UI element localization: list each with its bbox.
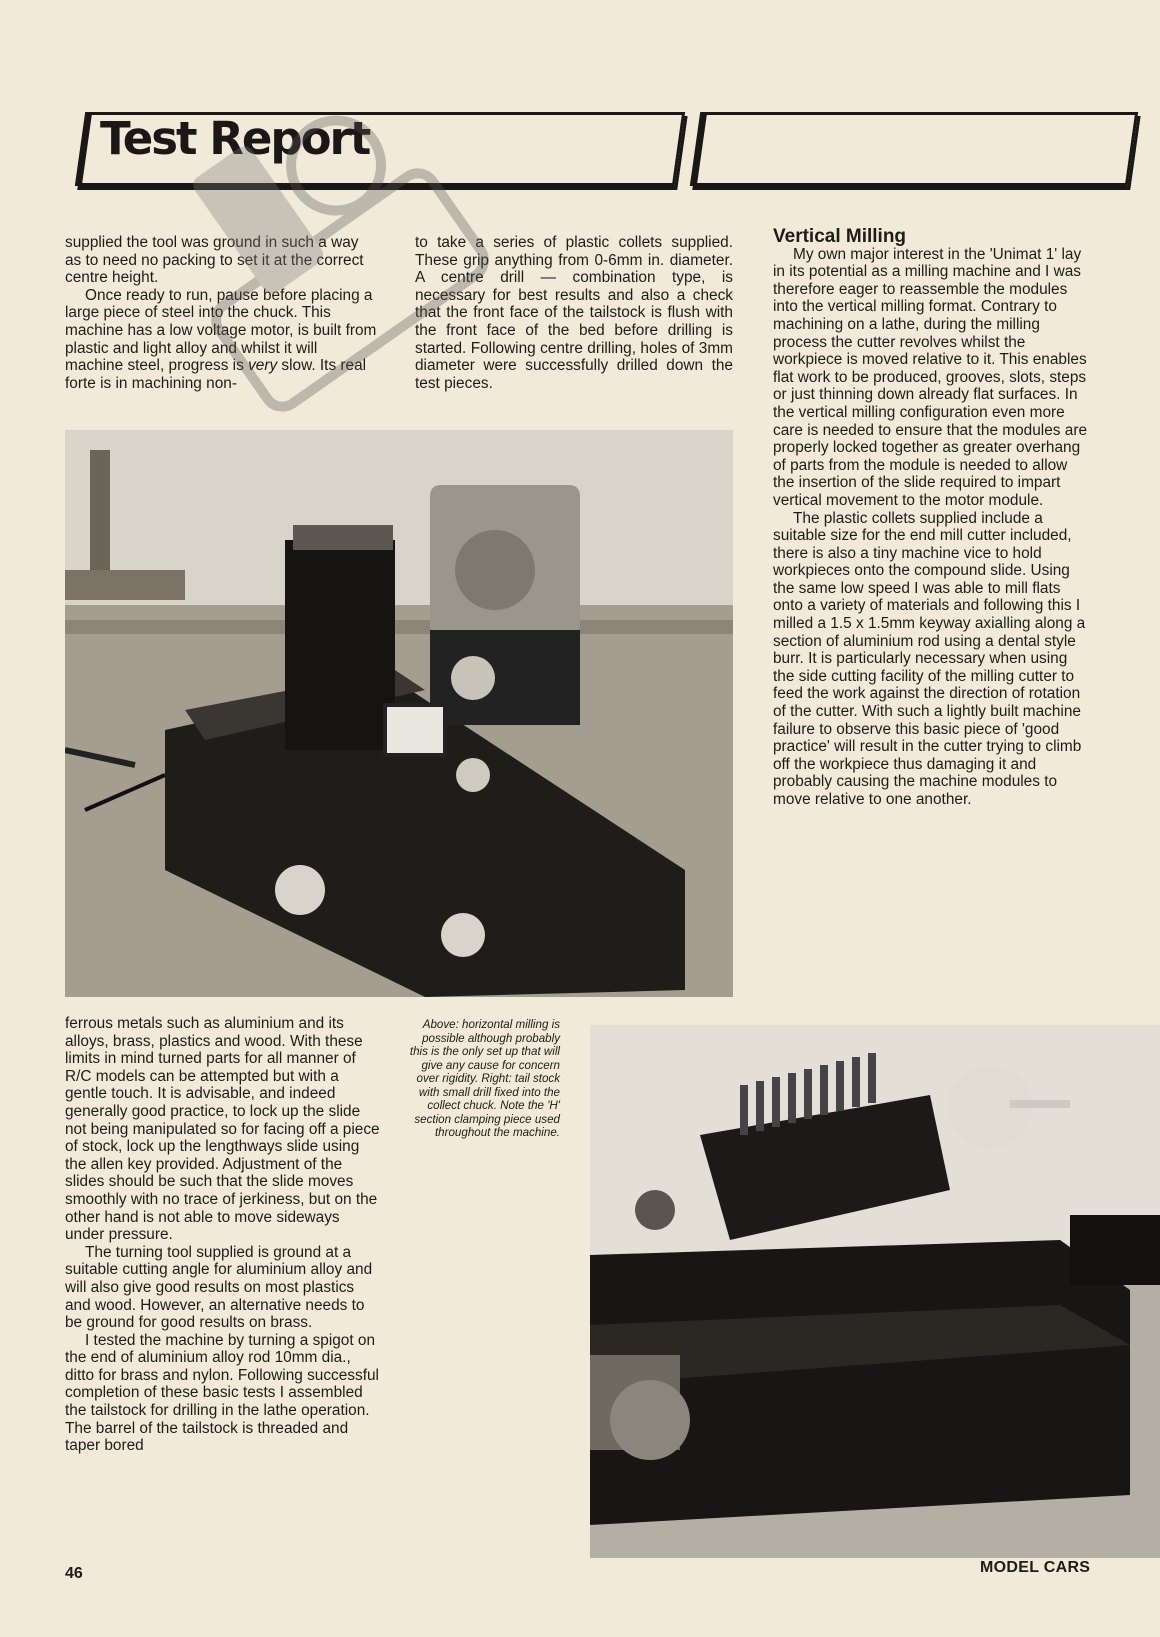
paragraph: Once ready to run, pause before placing a large piece of steel into the chuck. This machine has a low voltage motor, is built from plastic and light alloy and whilst it will machine steel, progress is very slow. Its real forte is in machining non- [65,286,377,392]
paragraph: The plastic collets supplied include a suitable size for the end mill cutter included, there is also a tiny machine vice to hold workpieces onto the compound slide. Using the same low speed I was able to mill flats onto a variety of materials and following this I milled a 1.5 x 1.5mm keyway axialling along a section of aluminium rod using a dental style burr. It is particularly necessary when using the side cutting facility of the milling cutter to feed the work against the direction of rotation of the cutter. With such a lightly built machine failure to observe this basic piece of 'good practice' will result in the cutter trying to climb off the workpiece thus damaging it and probably causing the machine modules to move relative to one another. [773,509,1086,808]
paragraph: to take a series of plastic collets supplied. These grip anything from 0-6mm in. diameter. A centre drill — combination type, is necessary for best results and also a check that the front face of the tailstock is flush with the front face of the bed before drilling is started. Following centre drilling, holes of 3mm diameter were successfully drilled down the test pieces. [415,234,733,392]
column-2-top [415,234,733,392]
paragraph: My own major interest in the 'Unimat 1' lay in its potential as a milling machine and I was therefore eager to reassemble the modules into the vertical milling format. Contrary to machining on a lathe, during the milling process the cutter revolves whilst the workpiece is moved relative to it. This enables flat work to be produced, grooves, slots, steps or just thinning down already flat surfaces. In the vertical milling configuration even more care is needed to ensure that the modules are properly locked together as greater overhang of parts from the module is needed to allow the insertion of the slide required to impart vertical movement to the motor module. [773,245,1087,509]
paragraph: The turning tool supplied is ground at a suitable cutting angle for aluminium alloy and will also give good results on most plastics and wood. However, an alternative needs to be ground for good results on brass. [65,1243,373,1332]
column-1-bottom [65,1015,380,1455]
header-frame-right [690,112,1138,186]
paragraph: supplied the tool was ground in such a way as to need no packing to set it at the correct centre height. [65,234,364,287]
photo-horizontal-milling [65,430,733,997]
paragraph: I tested the machine by turning a spigot on the end of aluminium alloy rod 10mm dia., ditto for brass and nylon. Following successful completion of these basic tests I assembled the tailstock for drilling in the lathe operation. The barrel of the tailstock is threaded and taper bored [65,1331,379,1455]
emphasis: very [248,357,278,375]
column-3 [773,228,1091,809]
page-number: 46 [65,1565,83,1582]
paragraph: ferrous metals such as aluminium and its alloys, brass, plastics and wood. With these limits in mind turned parts for all manner of R/C models can be attempted but with a gentle touch. It is advisable, and indeed generally good practice, to lock up the slide not being manipulated so for facing off a piece of stock, lock up the lengthways slide using the allen key provided. Adjustment of the slides should be such that the slide moves smoothly with no trace of jerkiness, but on the other hand is not able to move sideways under pressure. [65,1015,380,1244]
column-1-top [65,234,377,392]
photo-tailstock [590,1025,1160,1558]
page-title: Test Report [100,112,370,165]
milling-machine-illustration [65,430,733,997]
photo-caption: Above: horizontal milling is possible although probably this is the only set up that will give any cause for concern over rigidity. Right: tail stock with small drill fixed into the collect chuck. Note the 'H' section clamping piece used throughout the machine. [409,1018,560,1139]
magazine-name: MODEL CARS [980,1559,1091,1576]
tailstock-illustration [590,1025,1160,1558]
section-heading: Vertical Milling [773,226,907,247]
